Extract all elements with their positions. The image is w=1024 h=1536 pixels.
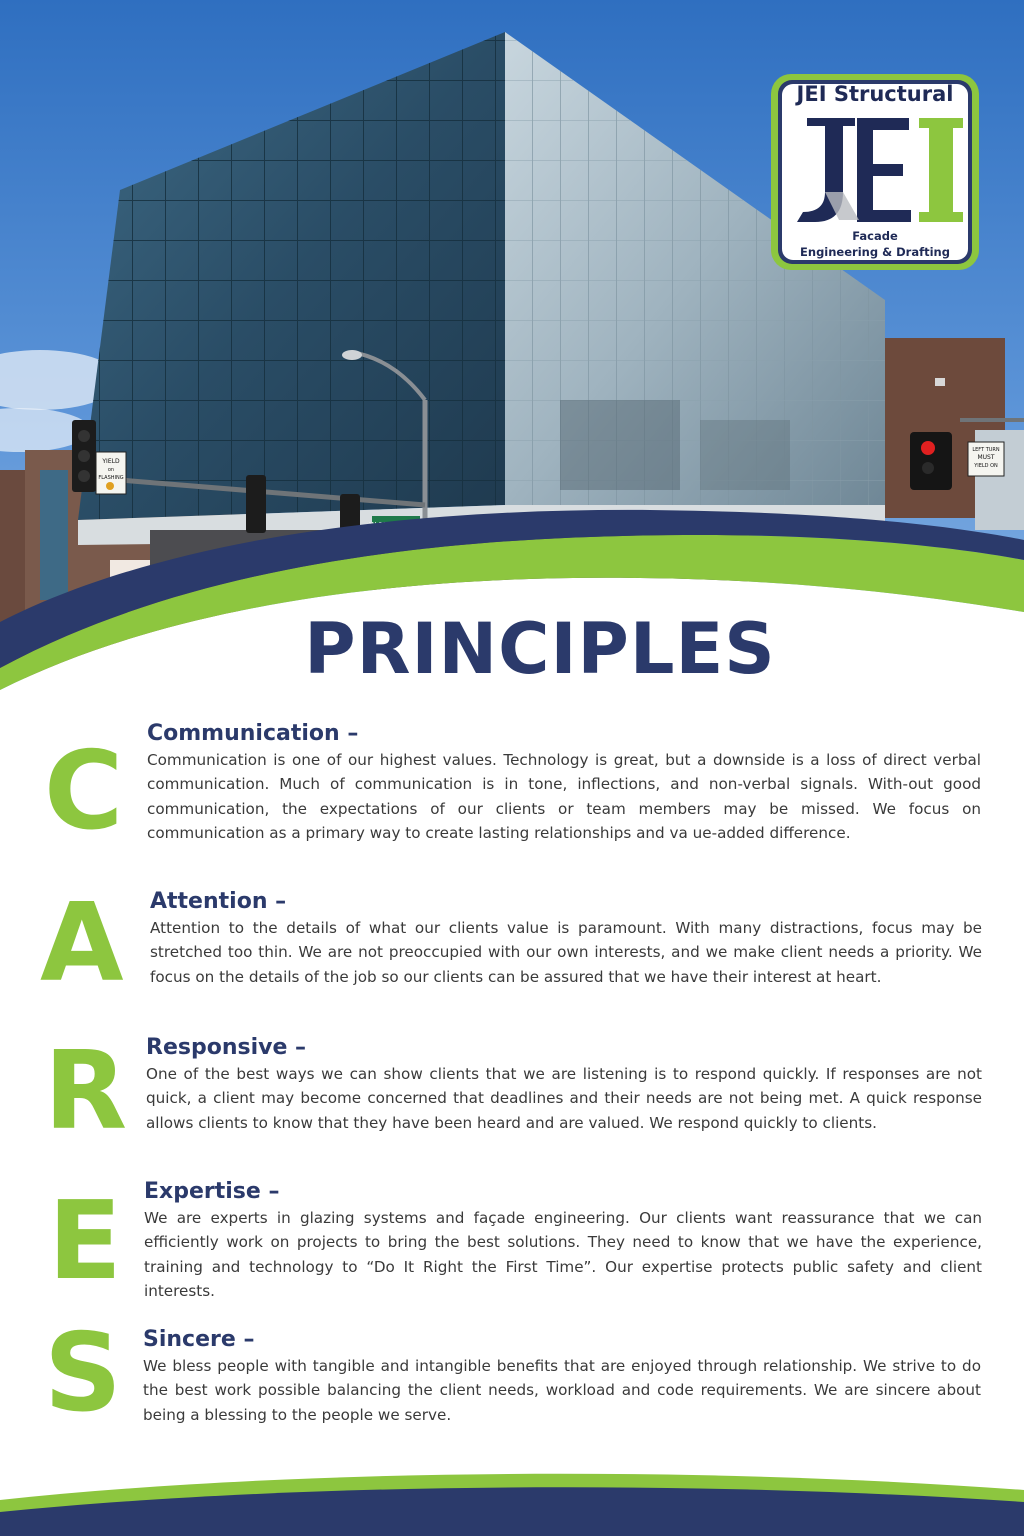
- turn-sign-text-3: YIELD ON: [974, 463, 998, 469]
- logo-tagline-2: Engineering & Drafting: [800, 245, 950, 259]
- section-heading: Expertise –: [144, 1179, 280, 1204]
- section-heading: Responsive –: [146, 1035, 307, 1060]
- section-expertise: [144, 1178, 982, 1304]
- acrostic-letter-r: R: [44, 1029, 128, 1154]
- section-sincere: [143, 1326, 981, 1427]
- jei-logo: [769, 72, 981, 272]
- logo-brand-text: JEI Structural: [796, 82, 954, 106]
- section-heading: Sincere –: [143, 1327, 255, 1352]
- acrostic-letter-a: A: [40, 881, 124, 1006]
- section-body: Communication is one of our highest values. Technology is great, but a downside is a loss of direct verbal communication. Much of communication is in tone, inflections, and non-verbal signals. With-out good communication, the expectations of our clients or team members may be missed. We focus on communication as a primary way to create lasting relationships and va ue-added difference.: [147, 751, 981, 843]
- section-heading: Communication –: [147, 721, 359, 746]
- acrostic-letter-c: C: [44, 729, 124, 854]
- section-body: Attention to the details of what our clients value is paramount. With many distractions, focus may be stretched too thin. We are not preoccupied with our own interests, and we make client needs a priority. We focus on the details of the job so our clients can be assured that we have their interest at heart.: [150, 919, 982, 986]
- page-title: PRINCIPLES: [304, 608, 776, 690]
- section-body: One of the best ways we can show clients that we are listening is to respond quickly. If responses are not quick, a client may become concerned that deadlines and their needs are not being met. A quick response allows clients to know that they have been heard and are valued. We respond quickly to clients.: [146, 1065, 982, 1132]
- section-heading: Attention –: [150, 889, 287, 914]
- yield-sign-text-1: YIELD: [102, 458, 120, 465]
- acrostic-letter-e: E: [48, 1179, 122, 1304]
- section-body: We are experts in glazing systems and façade engineering. Our clients want reassurance that we can efficiently work on projects to bring the best solutions. They need to know that we have the experience, training and technology to “Do It Right the First Time”. Our expertise protects public safety and client interests.: [144, 1209, 982, 1301]
- logo-tagline-1: Facade: [852, 229, 898, 243]
- footer-wave: [0, 1460, 1024, 1536]
- acrostic-letter-s: S: [44, 1311, 122, 1436]
- turn-sign-text-1: LEFT TURN: [972, 447, 1000, 453]
- section-attention: [150, 888, 982, 989]
- section-responsive: [146, 1034, 982, 1135]
- yield-sign-text-3: FLASHING: [98, 475, 124, 481]
- turn-sign-text-2: MUST: [977, 454, 995, 461]
- yield-sign-text-2: on: [107, 467, 115, 473]
- section-communication: [147, 720, 981, 846]
- section-body: We bless people with tangible and intangible benefits that are enjoyed through relationship. We strive to do the best work possible balancing the client needs, workload and code requirements. We are sincere about being a blessing to the people we serve.: [143, 1357, 981, 1424]
